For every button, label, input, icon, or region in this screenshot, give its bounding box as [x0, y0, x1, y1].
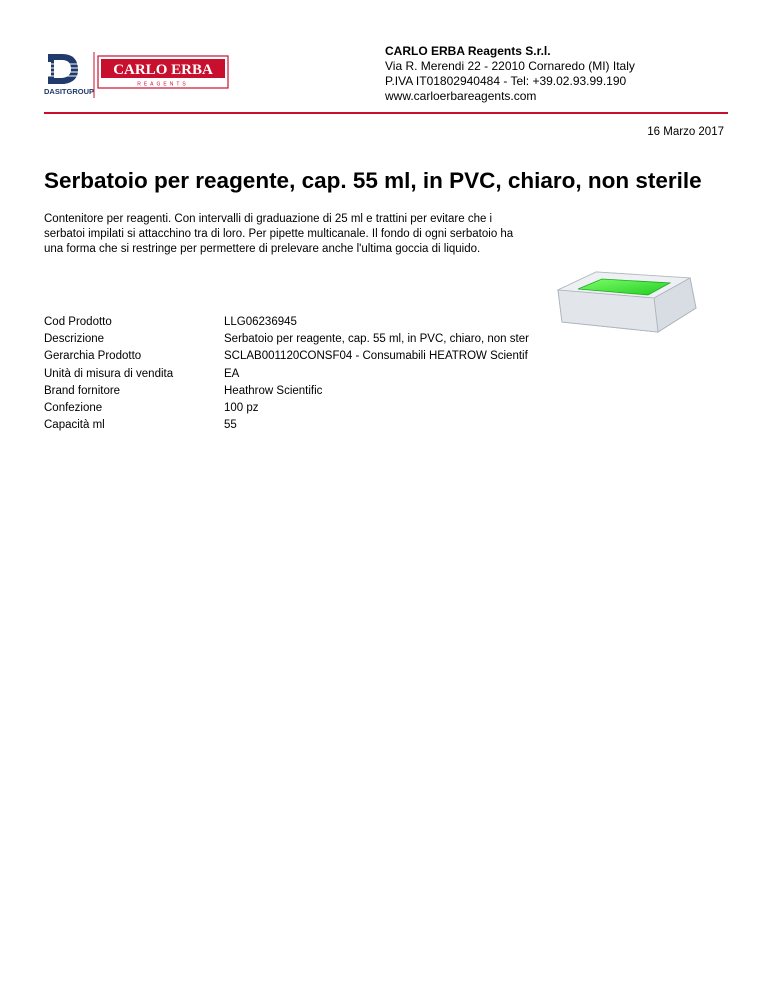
- spec-label: Capacità ml: [44, 419, 105, 432]
- spec-label: Confezione: [44, 402, 103, 415]
- spec-label: Cod Prodotto: [44, 315, 112, 328]
- logo-brand-sub: REAGENTS: [137, 81, 189, 88]
- spec-row: [44, 330, 549, 347]
- spec-row: [44, 417, 549, 434]
- spec-row: [44, 399, 549, 416]
- logo-brand-name: CARLO ERBA: [113, 62, 213, 78]
- header-divider: [44, 112, 728, 114]
- product-title: Serbatoio per reagente, cap. 55 ml, in PVC, chiaro, non sterile: [44, 168, 702, 193]
- spec-row: [44, 348, 549, 365]
- company-vat-phone: P.IVA IT01802940484 - Tel: +39.02.93.99.190: [385, 74, 627, 88]
- company-info: [385, 44, 635, 104]
- company-name: CARLO ERBA Reagents S.r.l.: [385, 44, 551, 58]
- logo-group-text: DASITGROUP: [44, 87, 95, 96]
- spec-row: [44, 382, 549, 399]
- spec-value: EA: [224, 367, 240, 380]
- company-address: Via R. Merendi 22 - 22010 Cornaredo (MI) Italy: [385, 59, 635, 73]
- spec-row: [44, 313, 549, 330]
- spec-value: 100 pz: [224, 402, 259, 415]
- spec-value: LLG06236945: [224, 315, 297, 328]
- spec-value: Serbatoio per reagente, cap. 55 ml, in PVC, chiaro, non ster: [224, 332, 529, 345]
- spec-label: Unità di misura di vendita: [44, 367, 174, 380]
- document-date: 16 Marzo 2017: [647, 126, 724, 138]
- product-image: [550, 268, 700, 336]
- product-description: Contenitore per reagenti. Con intervalli di graduazione di 25 ml e trattini per evitare che i serbatoi impilati si attacchino tra di loro. Per pipette multicanale. Il fondo di ogni serbatoio ha una forma che si restringe per permettere di prelevare anche l'ultima goccia di liquido.: [44, 213, 514, 255]
- spec-value: Heathrow Scientific: [224, 384, 323, 397]
- reagent-reservoir-image: [550, 268, 700, 336]
- spec-value: 55: [224, 419, 237, 432]
- spec-label: Brand fornitore: [44, 384, 121, 397]
- company-website: www.carloerbareagents.com: [385, 89, 537, 103]
- spec-label: Descrizione: [44, 332, 105, 345]
- company-logo: [44, 50, 234, 100]
- spec-label: Gerarchia Prodotto: [44, 350, 142, 363]
- spec-value: SCLAB001120CONSF04 - Consumabili HEATROW Scientif: [224, 350, 528, 363]
- spec-row: [44, 365, 549, 382]
- carlo-erba-logo-icon: [44, 50, 234, 100]
- product-specs-table: [44, 313, 549, 434]
